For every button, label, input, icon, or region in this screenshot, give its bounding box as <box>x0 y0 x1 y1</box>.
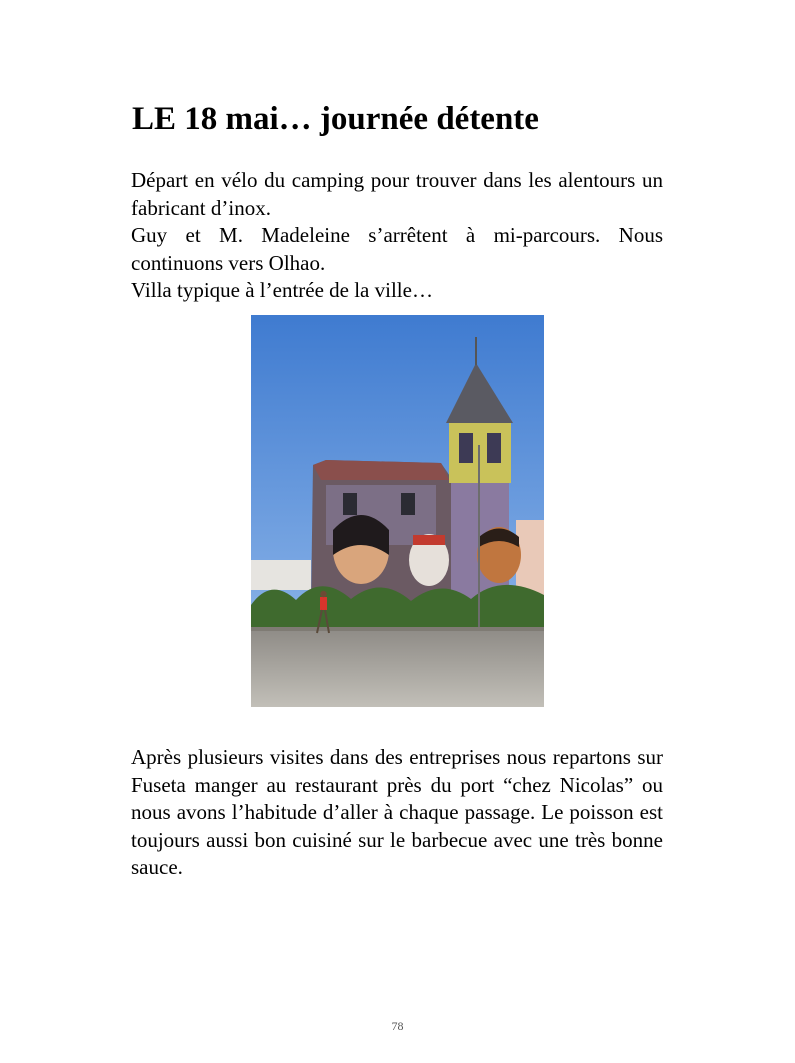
villa-photo <box>251 315 544 707</box>
page-title: LE 18 mai… journée détente <box>132 101 539 137</box>
intro-line: Départ en vélo du camping pour trouver dans les alentours un fabricant d’inox. <box>131 168 663 220</box>
pedestrian <box>320 597 327 610</box>
intro-line: Villa typique à l’entrée de la ville… <box>131 278 433 302</box>
page-number: 78 <box>391 1019 404 1033</box>
intro-line: Guy et M. Madeleine s’arrêtent à mi-parcours. Nous continuons vers Olhao. <box>131 223 663 275</box>
body-paragraph: Après plusieurs visites dans des entreprises nous repartons sur Fuseta manger au restaurant près du port “chez Nicolas” ou nous avons l’habitude d’aller à chaque passage. Le poisson est toujours aussi bon cuisiné sur le barbecue avec une très bonne sauce. <box>131 745 663 879</box>
road <box>251 630 544 707</box>
intro-paragraph <box>131 167 663 305</box>
background-building <box>251 560 311 590</box>
